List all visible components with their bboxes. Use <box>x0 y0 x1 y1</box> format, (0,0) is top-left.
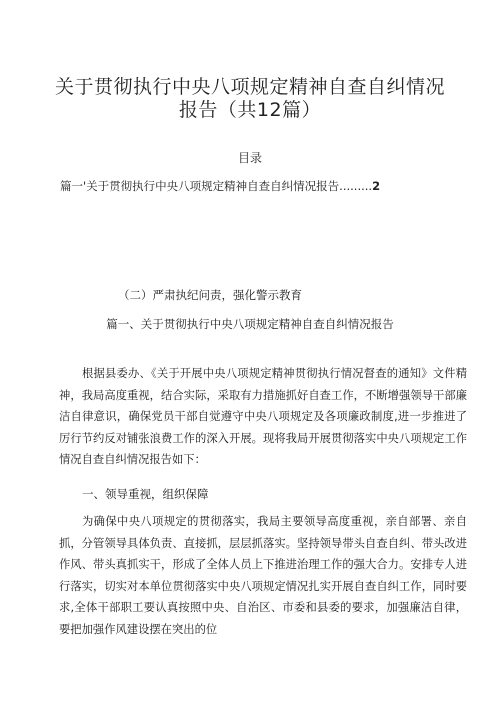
document-title-line-1: 关于贯彻执行中央八项规定精神自查自纠情况 <box>54 76 445 98</box>
article-title: 篇一、关于贯彻执行中央八项规定精神自查自纠情况报告 <box>106 317 394 331</box>
body-paragraph-1: 根据县委办、《关于开展中央八项规定精神贯彻执行情况督查的通知》文件精神，我局高度重视，结合实际，采取有力措施抓好自查工作，不断增强领导干部廉洁自律意识，确保党员干部自觉遵守中央八项规定及各项廉政制度,进一步推进了厉行节约反对铺张浪费工作的深入开展。现将我局开展贯彻落实中央八项规定工作情况自查自纠情况报告如下： <box>59 367 467 467</box>
toc-entry-label: 篇一'关于贯彻执行中央八项规定精神自查自纠情况报告 <box>60 179 340 193</box>
toc-entry-1[interactable] <box>60 178 460 194</box>
toc-entry-page-number: 2 <box>372 179 381 193</box>
sub-heading-leadership: 一、领导重视，组织保障 <box>82 487 209 501</box>
toc-entry-leader: ......... <box>339 179 373 193</box>
body-paragraph-2: 为确保中央八项规定的贯彻落实，我局主要领导高度重视，亲自部署、亲自抓，分管领导具体负责、直接抓，层层抓落实。坚持领导带头自查自纠、带头改进作风、带头真抓实干，形成了全体人员上下推进治理工作的强大合力。安排专人进行落实，切实对本单位贯彻落实中央八项规定情况扎实开展自查自纠工作，同时要求,全体干部职工要认真按照中央、自治区、市委和县委的要求，加强廉洁自律，要把加强作风建设摆在突出的位 <box>59 515 467 636</box>
toc-heading: 目录 <box>237 151 262 165</box>
section-heading: （二）严肃执纪问责，强化警示教育 <box>118 288 302 302</box>
document-title-line-2: 报告（共12篇） <box>178 99 322 121</box>
